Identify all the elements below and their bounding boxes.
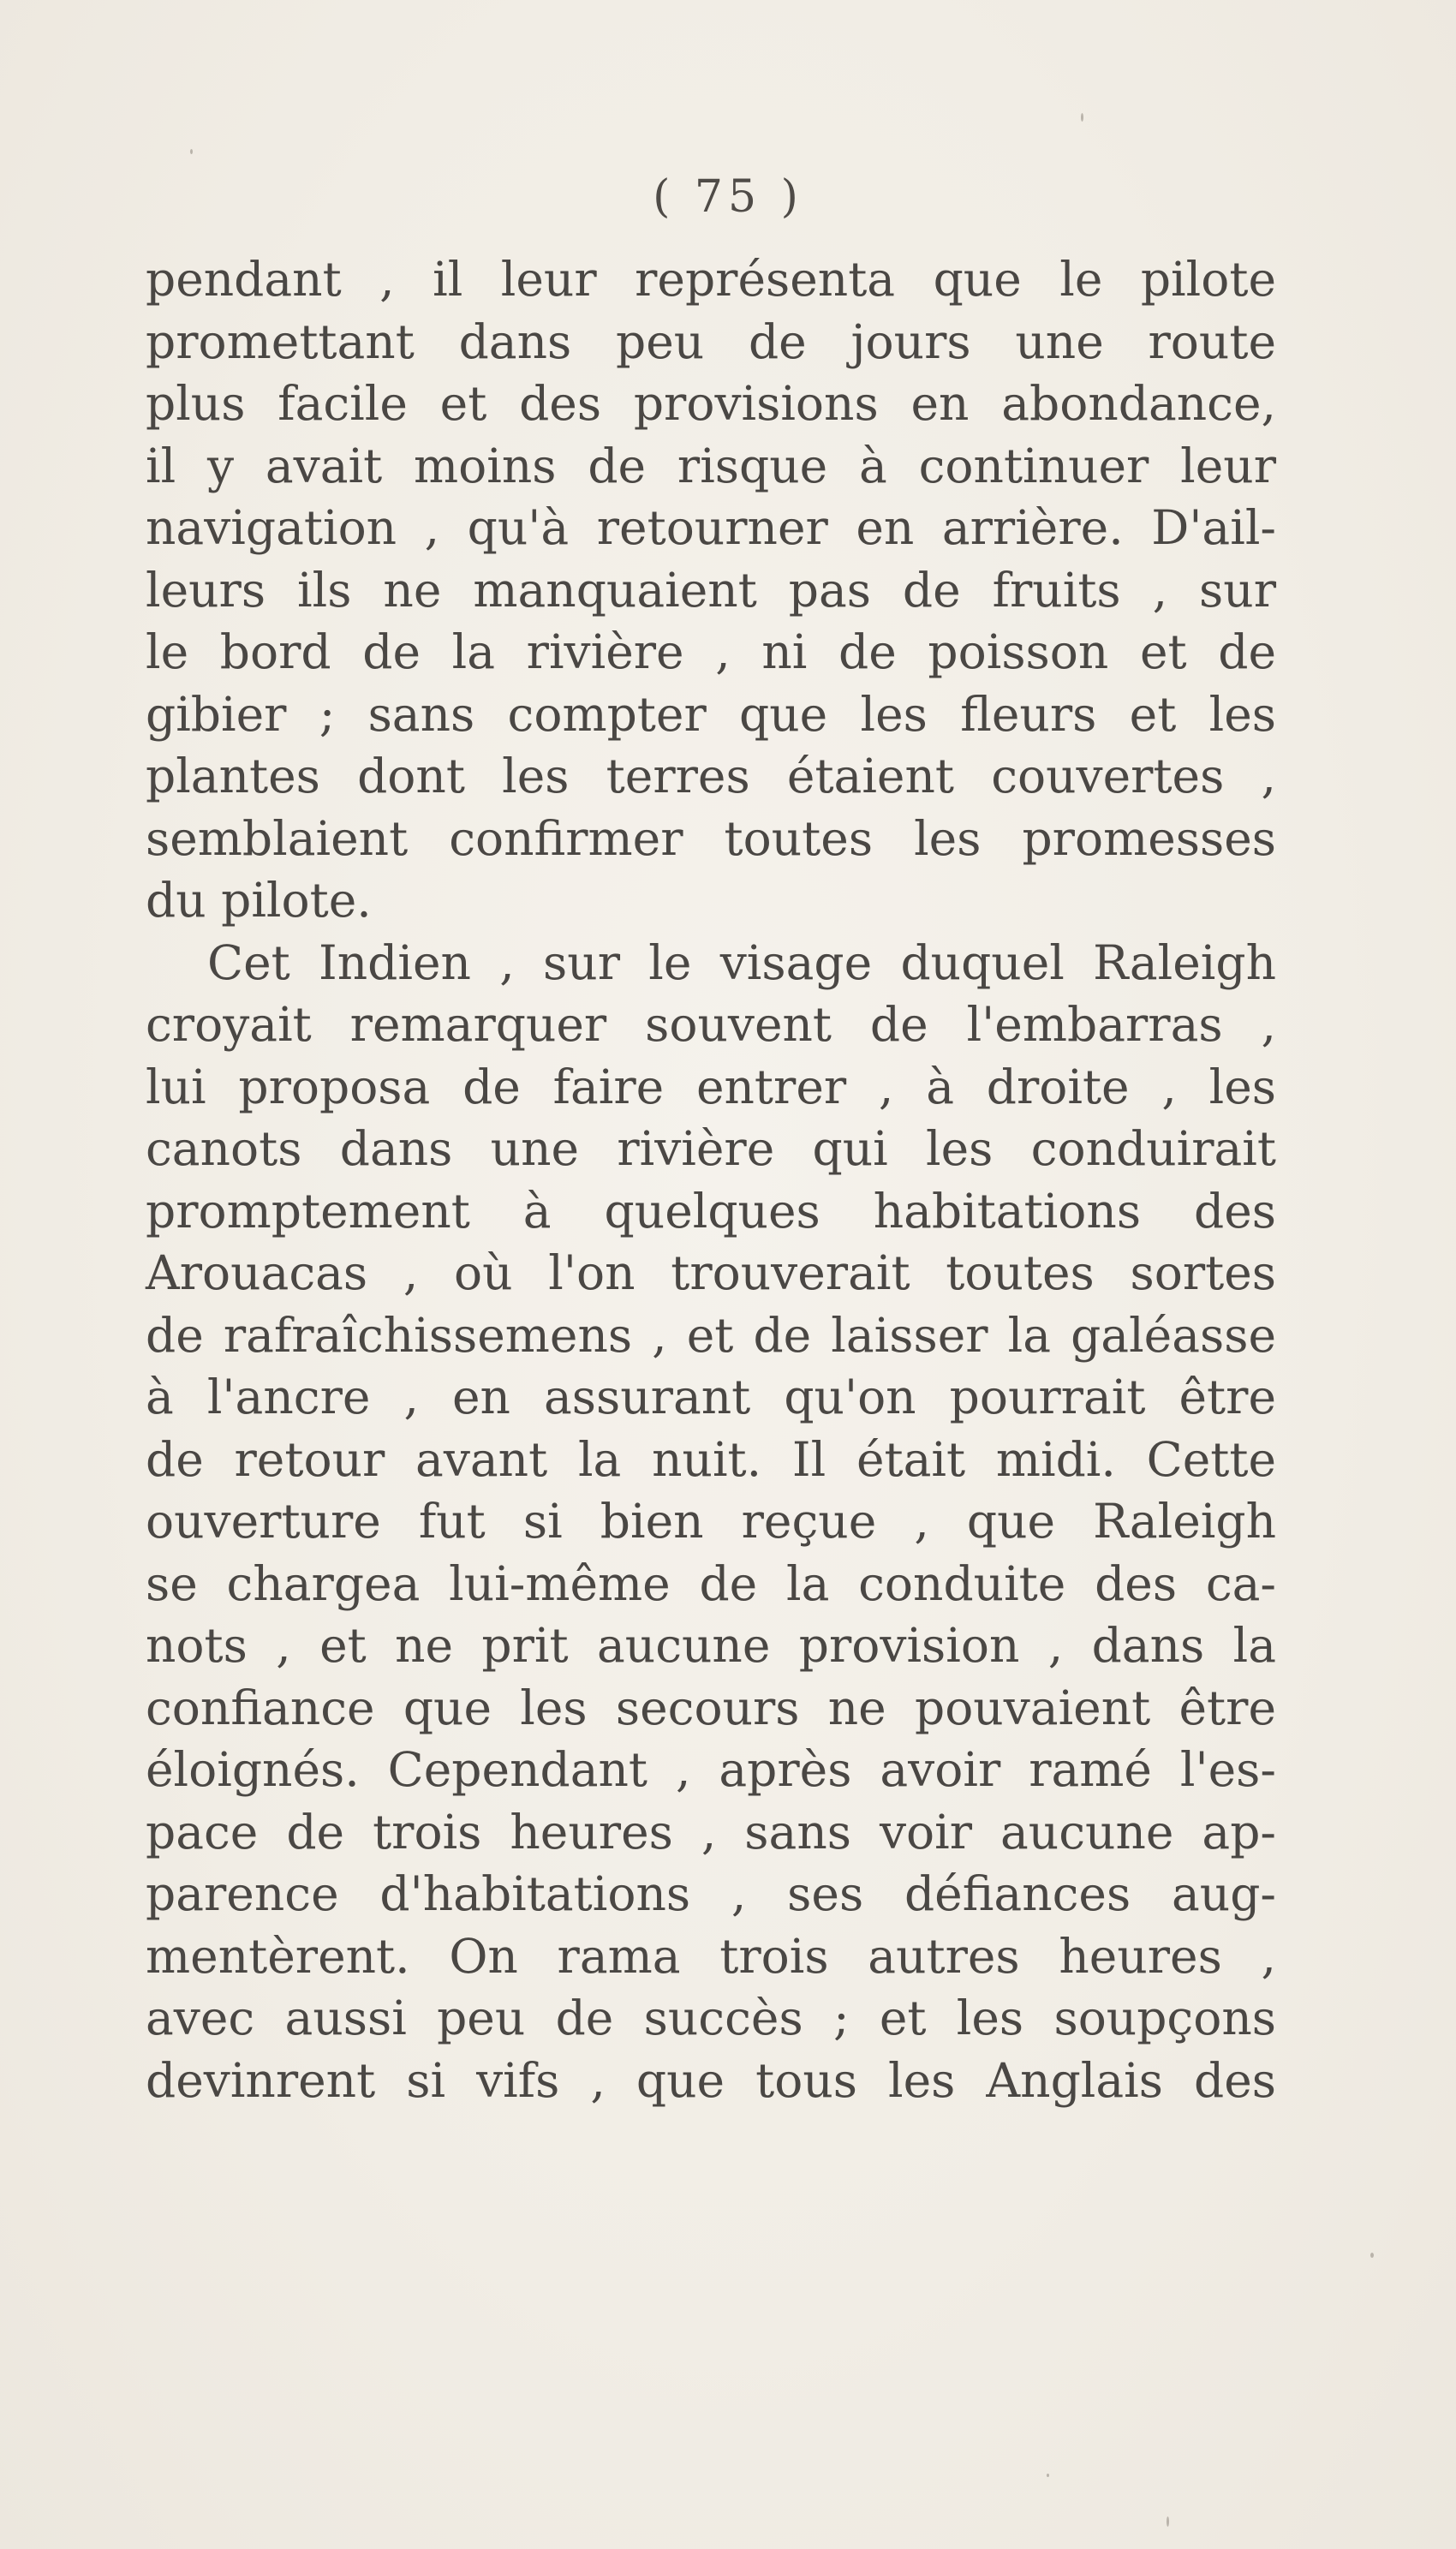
paper-speck <box>1047 2474 1049 2477</box>
text-line: avec aussi peu de succès ; et les soupçons <box>146 1991 1276 2045</box>
text-line: promptement à quelques habitations des <box>146 1183 1276 1239</box>
text-line: de retour avant la nuit. Il était midi. Cette <box>146 1431 1276 1487</box>
text-line: de rafraîchissemens , et de laisser la galéasse <box>146 1307 1276 1363</box>
text-line: à l'ancre , en assurant qu'on pourrait être <box>146 1370 1276 1424</box>
text-line: leurs ils ne manquaient pas de fruits , sur <box>146 562 1276 618</box>
text-line: du pilote. <box>146 873 372 928</box>
text-line: semblaient confirmer toutes les promesses <box>146 810 1276 866</box>
text-line: parence d'habitations , ses défiances aug- <box>146 1866 1276 1921</box>
paper-speck <box>190 149 193 154</box>
body-text <box>146 248 1276 2111</box>
text-line: promettant dans peu de jours une route <box>146 313 1276 369</box>
text-line: plus facile et des provisions en abondance, <box>146 376 1276 431</box>
paper-speck <box>1167 2516 1169 2527</box>
text-line: pace de trois heures , sans voir aucune ap- <box>146 1804 1276 1860</box>
text-line: éloignés. Cependant , après avoir ramé l'es- <box>146 1742 1276 1797</box>
text-line: devinrent si vifs , que tous les Anglais des <box>146 2052 1276 2108</box>
paper-speck <box>1370 2253 1374 2258</box>
text-line: lui proposa de faire entrer , à droite , les <box>146 1059 1276 1114</box>
text-line: se chargea lui-même de la conduite des ca- <box>146 1555 1276 1611</box>
text-line: pendant , il leur représenta que le pilote <box>146 252 1276 307</box>
text-line: croyait remarquer souvent de l'embarras , <box>146 997 1276 1052</box>
text-line: ouverture fut si bien reçue , que Raleigh <box>146 1494 1276 1549</box>
text-line: navigation , qu'à retourner en arrière. D'ail- <box>146 500 1276 555</box>
text-line: mentèrent. On rama trois autres heures , <box>146 1928 1276 1984</box>
text-line: confiance que les secours ne pouvaient être <box>146 1680 1276 1735</box>
text-line: gibier ; sans compter que les fleurs et les <box>146 686 1276 742</box>
text-line: Cet Indien , sur le visage duquel Raleigh <box>207 934 1276 990</box>
text-line: il y avait moins de risque à continuer leur <box>146 438 1276 493</box>
page-number: ( 75 ) <box>653 171 803 223</box>
text-line: Arouacas , où l'on trouverait toutes sortes <box>146 1245 1276 1300</box>
text-line: canots dans une rivière qui les conduirait <box>146 1121 1276 1176</box>
text-line: le bord de la rivière , ni de poisson et de <box>146 624 1276 679</box>
text-line: plantes dont les terres étaient couvertes , <box>146 749 1276 803</box>
paper-speck <box>1081 113 1083 122</box>
text-line: nots , et ne prit aucune provision , dans la <box>146 1618 1276 1673</box>
